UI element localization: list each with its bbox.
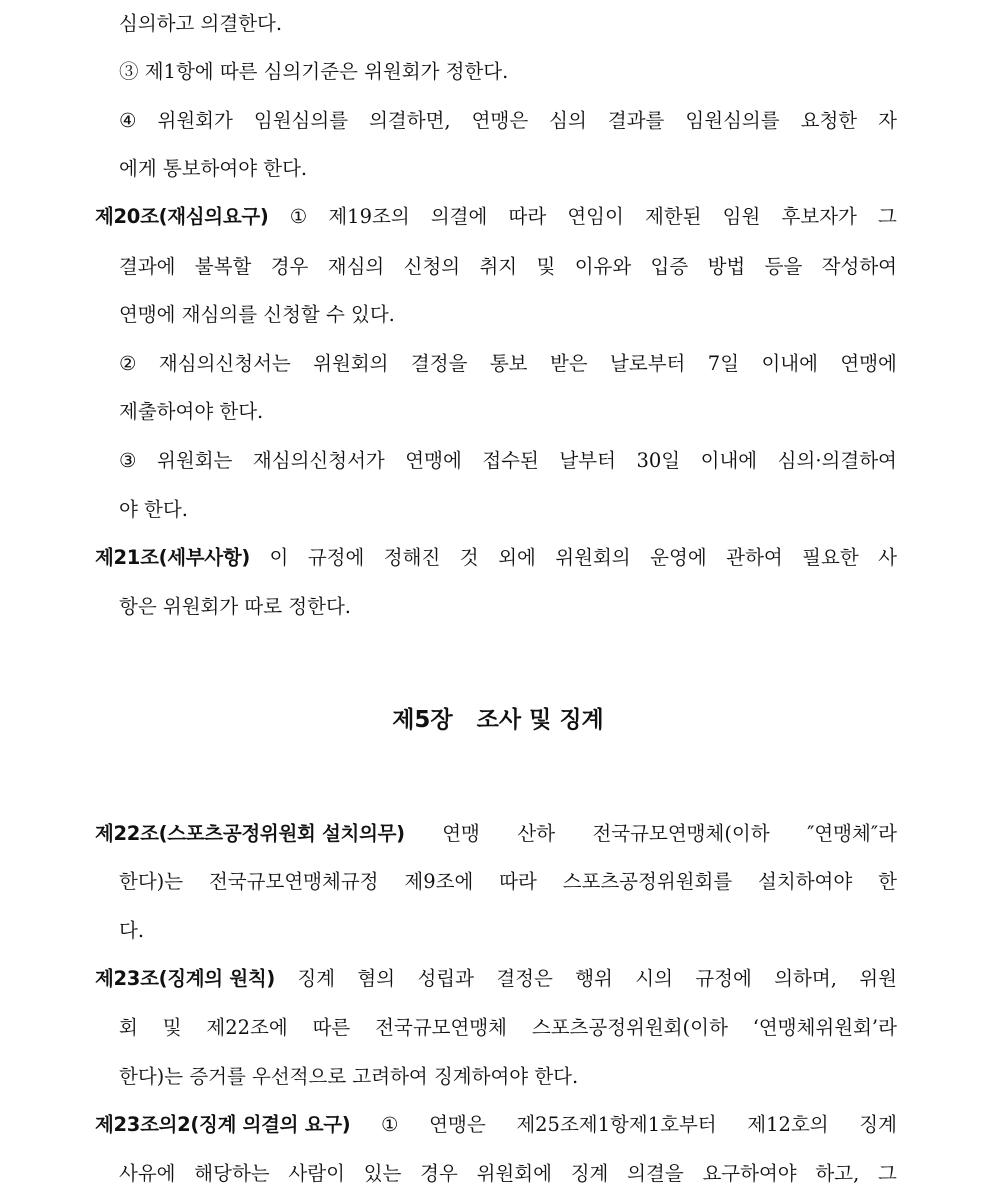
word: 이유와 [574, 255, 632, 278]
word: 징계 [570, 1162, 609, 1185]
word: 방법 [707, 255, 746, 278]
word: 날로부터 [610, 352, 686, 375]
document-line [0, 486, 992, 535]
word: 제9조에 [404, 870, 474, 893]
word: 사유에 [119, 1162, 176, 1185]
word: 제12호의 [747, 1113, 829, 1136]
word: 행위 [575, 967, 613, 990]
paragraph-line [119, 350, 897, 378]
word: 위원회에 [476, 1162, 552, 1185]
word: ① [381, 1113, 399, 1136]
article-heading: 제22조(스포츠공정위원회 설치의무) [95, 822, 405, 845]
word: 이내에 [761, 352, 818, 375]
document-line [0, 193, 992, 242]
paragraph-line [119, 1160, 897, 1188]
word: 연맹에 [840, 352, 897, 375]
word: 산하 [517, 822, 556, 845]
word: 것 [459, 546, 479, 569]
word: 따른 [312, 1016, 351, 1039]
word: 사 [878, 546, 897, 569]
document-line [0, 1150, 992, 1199]
word: 정해진 [383, 546, 441, 569]
word: 작성하여 [821, 255, 897, 278]
word: 징계 [297, 967, 336, 990]
word: 연맹은 [429, 1113, 486, 1136]
word: 따라 [499, 870, 537, 893]
article-line [95, 965, 897, 993]
word: 등을 [764, 255, 803, 278]
word: ③ [119, 449, 137, 472]
document-line [0, 1004, 992, 1053]
word: 제25조제1항제1호부터 [516, 1113, 717, 1136]
word: 위원 [859, 967, 897, 990]
word: 접수된 [482, 449, 539, 472]
paragraph-line: 심의하고 의결한다. [119, 12, 283, 35]
word: 성립과 [417, 967, 474, 990]
word: 임원심의를 [253, 109, 349, 132]
word: 이 [269, 546, 289, 569]
word: 제한된 [645, 205, 702, 228]
paragraph-line: 제출하여야 한다. [119, 400, 264, 423]
paragraph-line [119, 447, 897, 475]
word: 징계 [859, 1113, 897, 1136]
word: 그 [878, 205, 897, 228]
word: 따라 [508, 205, 547, 228]
word: 필요한 [802, 546, 859, 569]
paragraph-line [119, 253, 897, 281]
document-line [0, 907, 992, 956]
word: 받은 [549, 352, 588, 375]
word: 입증 [650, 255, 689, 278]
word: 통보 [489, 352, 528, 375]
word: 위원회는 [157, 449, 233, 472]
article-heading: 제23조(징계의 원칙) [95, 967, 276, 990]
word: 전국규모연맹체규정 [208, 870, 379, 893]
document-line [0, 583, 992, 632]
paragraph-line: 연맹에 재심의를 신청할 수 있다. [119, 303, 395, 326]
word: 요구하여야 [702, 1162, 797, 1185]
word: 전국규모연맹체(이하 [592, 822, 770, 845]
word: 경우 [420, 1162, 458, 1185]
word: 있는 [363, 1162, 402, 1185]
document-line [0, 0, 992, 49]
paragraph-line: 에게 통보하여야 한다. [119, 157, 308, 180]
word: 불복할 [194, 255, 252, 278]
document-line [0, 145, 992, 194]
paragraph-line [119, 107, 897, 135]
article-heading: 제23조의2(징계 의결의 요구) [95, 1113, 351, 1136]
word: 날부터 [559, 449, 616, 472]
word: 위원회가 [157, 109, 233, 132]
article-heading: 제20조(재심의요구) [95, 205, 269, 228]
word: ② [119, 352, 137, 375]
word: 한다)는 [119, 870, 184, 893]
word: 재심의신청서는 [158, 352, 291, 375]
word: 전국규모연맹체 [375, 1016, 507, 1039]
document-line [0, 858, 992, 907]
word: 해당하는 [194, 1162, 270, 1185]
word: 이내에 [700, 449, 758, 472]
word: 임원 [722, 205, 761, 228]
document-line [0, 955, 992, 1004]
word: ④ [119, 109, 137, 132]
word: 후보자가 [781, 205, 857, 228]
document-line [0, 388, 992, 437]
word: 하고, [815, 1162, 860, 1185]
word: 스포츠공정위원회(이하 [531, 1016, 728, 1039]
word: ″연맹체″라 [807, 822, 897, 845]
article-line [95, 1111, 897, 1139]
document-line [0, 437, 992, 486]
word: 제19조의 [328, 205, 410, 228]
word: 취지 [479, 255, 518, 278]
word: 제22조에 [206, 1016, 288, 1039]
word: 회 [119, 1016, 138, 1039]
word: 연맹은 [471, 109, 529, 132]
word: 및 [536, 255, 556, 278]
word: 7일 [707, 352, 740, 375]
paragraph-line [119, 1014, 897, 1042]
document-line [0, 810, 992, 859]
document-line [0, 291, 992, 340]
word: 결과에 [119, 255, 176, 278]
word: 결정을 [410, 352, 468, 375]
word: 재심의신청서가 [252, 449, 385, 472]
word: 신청의 [403, 255, 461, 278]
paragraph-line: 다. [119, 919, 145, 942]
article-line [95, 544, 897, 572]
paragraph-line [119, 868, 897, 896]
word: 규정에 [307, 546, 365, 569]
word: 의하며, [774, 967, 837, 990]
word: ① [289, 205, 308, 228]
word: 위원회의 [313, 352, 389, 375]
document-line [0, 340, 992, 389]
word: 자 [878, 109, 897, 132]
paragraph-line: ③ 제1항에 따른 심의기준은 위원회가 정한다. [119, 60, 509, 83]
word: 시의 [635, 967, 673, 990]
word: 위원회의 [555, 546, 631, 569]
document-line [0, 1101, 992, 1150]
word: 30일 [636, 449, 681, 472]
word: 의결에 [430, 205, 488, 228]
word: 결과를 [607, 109, 665, 132]
paragraph-line: 야 한다. [119, 498, 188, 521]
word: 사람이 [288, 1162, 345, 1185]
word: 경우 [270, 255, 309, 278]
chapter-title: 제5장 조사 및 징계 [392, 707, 604, 733]
document-line [0, 1053, 992, 1102]
article-line [95, 820, 897, 848]
word: ‘연맹체위원회’라 [752, 1016, 897, 1039]
word: 연맹에 [405, 449, 462, 472]
word: 재심의 [327, 255, 385, 278]
word: 설치하여야 [758, 870, 853, 893]
word: 외에 [498, 546, 536, 569]
word: 혐의 [357, 967, 396, 990]
document-line [0, 48, 992, 97]
article-heading: 제21조(세부사항) [95, 546, 250, 569]
word: 결정은 [496, 967, 553, 990]
word: 규정에 [695, 967, 752, 990]
document-line [0, 534, 992, 583]
document-line [0, 97, 992, 146]
word: 임원심의를 [685, 109, 780, 132]
article-line [95, 203, 897, 231]
word: 심의·의결하여 [777, 449, 897, 472]
word: 연맹 [442, 822, 480, 845]
word: 심의 [549, 109, 587, 132]
word: 한 [878, 870, 897, 893]
word: 스포츠공정위원회를 [562, 870, 733, 893]
word: 및 [162, 1016, 182, 1039]
paragraph-line: 한다)는 증거를 우선적으로 고려하여 징계하여야 한다. [119, 1065, 579, 1088]
word: 의결하면, [369, 109, 451, 132]
document-line [0, 243, 992, 292]
word: 연임이 [567, 205, 624, 228]
word: 관하여 [726, 546, 783, 569]
word: 의결을 [627, 1162, 684, 1185]
word: 요청한 [800, 109, 858, 132]
word: 운영에 [650, 546, 707, 569]
paragraph-line: 항은 위원회가 따로 정한다. [119, 595, 352, 618]
word: 그 [878, 1162, 897, 1185]
